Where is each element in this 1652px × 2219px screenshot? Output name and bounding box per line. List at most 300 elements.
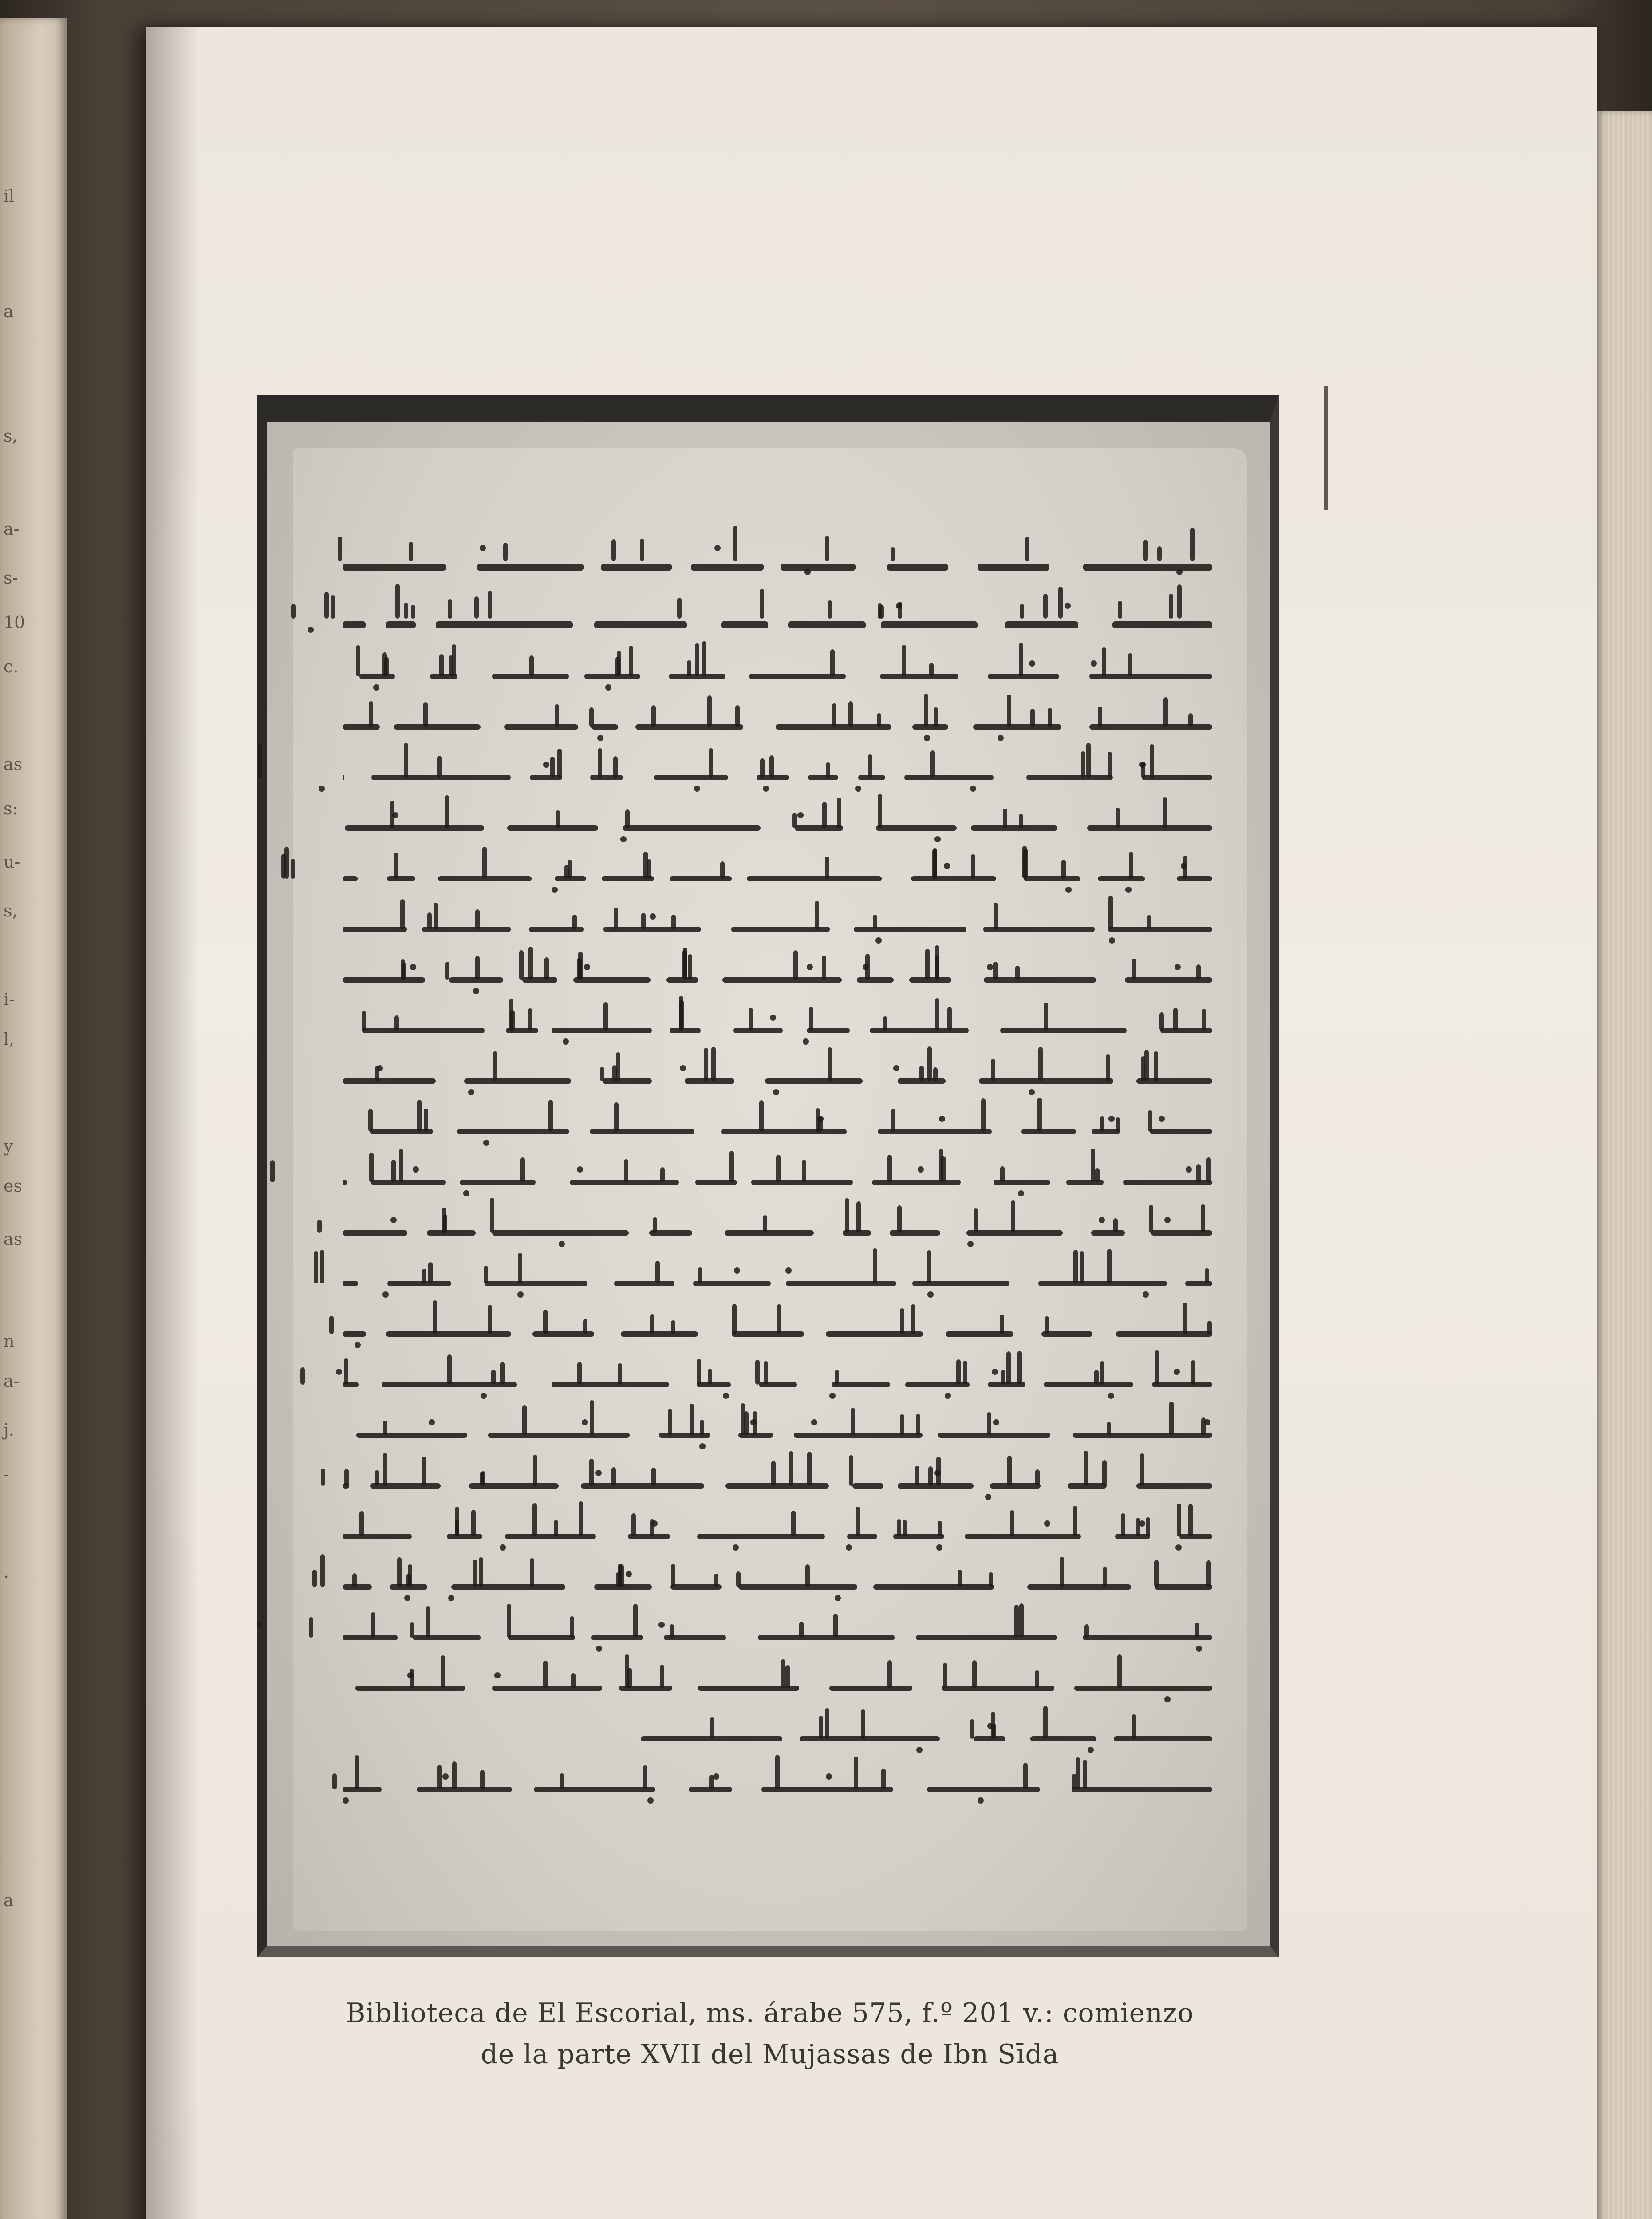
script-riser xyxy=(1100,1361,1104,1385)
script-riser xyxy=(404,603,408,619)
script-riser xyxy=(735,705,740,727)
caption-line-1: Biblioteca de El Escorial, ms. árabe 575, f.º 201 v.: comienzo xyxy=(346,1998,1194,2029)
script-stroke xyxy=(983,927,1095,932)
script-riser xyxy=(449,655,453,676)
script-riser xyxy=(655,1261,660,1283)
script-stroke xyxy=(1005,621,1078,628)
script-riser xyxy=(356,645,360,676)
script-riser xyxy=(614,1102,619,1132)
script-riser xyxy=(309,1617,313,1638)
script-stroke xyxy=(507,825,598,831)
script-riser xyxy=(1107,1422,1111,1435)
script-riser xyxy=(781,1659,785,1688)
script-stroke xyxy=(965,1534,1081,1539)
script-riser xyxy=(616,1052,620,1081)
script-riser xyxy=(849,1455,853,1486)
script-riser xyxy=(1129,852,1133,879)
script-riser xyxy=(437,1765,442,1789)
script-stroke xyxy=(654,775,728,780)
script-riser xyxy=(873,1248,877,1283)
script-riser xyxy=(1157,546,1162,561)
script-dot xyxy=(733,1544,739,1551)
script-stroke xyxy=(436,621,573,628)
script-riser xyxy=(448,599,452,619)
script-dot xyxy=(817,1116,824,1122)
script-stroke xyxy=(417,1787,512,1792)
script-dot xyxy=(763,786,769,792)
script-riser xyxy=(611,539,616,561)
script-riser xyxy=(560,1773,564,1789)
script-dot xyxy=(993,1419,999,1425)
script-riser xyxy=(1019,1603,1024,1638)
script-riser xyxy=(822,956,826,980)
manuscript-line xyxy=(324,1213,1212,1250)
script-riser xyxy=(383,1421,387,1435)
script-dot xyxy=(257,1622,262,1628)
script-riser xyxy=(423,702,428,727)
script-stroke xyxy=(971,825,1057,831)
script-riser xyxy=(445,795,449,828)
script-dot xyxy=(651,1520,658,1527)
script-riser xyxy=(679,996,683,1031)
script-stroke xyxy=(386,621,416,628)
script-dot xyxy=(595,1470,602,1476)
script-riser xyxy=(714,1574,718,1587)
script-riser xyxy=(925,949,930,980)
script-dot xyxy=(390,1217,397,1223)
script-riser xyxy=(627,1668,632,1688)
script-stroke xyxy=(343,1331,366,1337)
script-riser xyxy=(671,1320,675,1334)
script-riser xyxy=(324,592,329,619)
script-riser xyxy=(1195,1623,1199,1638)
script-dot xyxy=(829,1393,836,1399)
script-stroke xyxy=(1073,1433,1212,1438)
script-dot xyxy=(1175,964,1181,970)
script-riser xyxy=(1190,528,1195,561)
script-riser xyxy=(1117,1654,1122,1688)
script-riser xyxy=(529,655,534,676)
script-riser xyxy=(832,703,836,727)
script-stroke xyxy=(881,621,978,628)
script-dot xyxy=(1139,762,1146,768)
script-riser xyxy=(749,1008,753,1031)
script-riser xyxy=(935,955,939,980)
script-stroke xyxy=(504,724,578,730)
script-stroke xyxy=(603,927,701,932)
script-riser xyxy=(760,758,765,778)
script-riser xyxy=(974,1208,978,1233)
script-riser xyxy=(956,1359,961,1385)
previous-page-fragment: s- xyxy=(4,568,18,588)
script-stroke xyxy=(912,724,948,730)
script-riser xyxy=(799,1622,804,1638)
script-dot xyxy=(563,1038,569,1045)
script-riser xyxy=(1025,537,1029,561)
script-riser xyxy=(631,1513,636,1536)
script-riser xyxy=(422,1269,426,1283)
script-dot xyxy=(392,812,398,818)
previous-page-fragment: j. xyxy=(4,1420,14,1440)
script-stroke xyxy=(1089,674,1212,679)
script-stroke xyxy=(1150,1129,1212,1134)
script-stroke xyxy=(552,1028,652,1033)
script-stroke xyxy=(1041,1331,1092,1337)
script-riser xyxy=(1000,1315,1004,1334)
manuscript-line xyxy=(324,1163,1212,1199)
script-riser xyxy=(1163,797,1167,828)
script-riser xyxy=(613,756,618,778)
script-riser xyxy=(643,1765,647,1789)
script-riser xyxy=(1020,604,1024,619)
script-dot xyxy=(605,684,611,691)
script-dot xyxy=(552,887,558,893)
script-riser xyxy=(935,998,939,1031)
script-riser xyxy=(1146,1517,1150,1536)
script-riser xyxy=(1044,1003,1048,1031)
script-dot xyxy=(699,1443,706,1449)
script-riser xyxy=(711,1047,716,1081)
script-stroke xyxy=(387,1281,451,1286)
script-riser xyxy=(1073,1250,1078,1283)
script-riser xyxy=(589,1459,594,1486)
script-riser xyxy=(1155,1350,1159,1385)
book-page-stack xyxy=(1594,111,1652,2219)
script-stroke xyxy=(984,977,1096,983)
previous-page-fragment: c. xyxy=(4,657,19,676)
script-stroke xyxy=(343,1230,407,1236)
script-stroke xyxy=(786,1281,896,1286)
script-stroke xyxy=(464,1078,571,1084)
script-riser xyxy=(1150,744,1154,778)
script-riser xyxy=(611,1467,616,1486)
script-riser xyxy=(771,1461,776,1486)
script-riser xyxy=(933,1067,938,1081)
script-dot xyxy=(863,964,869,970)
script-riser xyxy=(825,536,829,561)
script-dot xyxy=(577,1166,583,1173)
script-dot xyxy=(970,786,976,792)
script-riser xyxy=(981,1098,986,1132)
script-dot xyxy=(734,1267,740,1274)
script-dot xyxy=(1099,1217,1105,1223)
script-riser xyxy=(427,912,432,929)
script-stroke xyxy=(343,1180,347,1185)
script-riser xyxy=(368,1109,373,1132)
script-stroke xyxy=(413,1635,481,1640)
script-riser xyxy=(1017,1351,1022,1385)
script-stroke xyxy=(492,1230,629,1236)
script-riser xyxy=(1030,709,1035,727)
script-riser xyxy=(1201,1204,1205,1233)
script-riser xyxy=(1073,1506,1077,1536)
script-riser xyxy=(629,646,633,676)
script-dot xyxy=(1164,1217,1171,1223)
script-riser xyxy=(776,1155,781,1182)
script-riser xyxy=(671,1564,675,1587)
script-riser xyxy=(270,1160,275,1182)
script-riser xyxy=(897,1519,901,1536)
script-riser xyxy=(614,908,618,929)
script-riser xyxy=(1206,1157,1211,1182)
script-stroke xyxy=(1115,1534,1150,1539)
script-riser xyxy=(887,1660,892,1688)
previous-page-fragment: n xyxy=(4,1331,15,1351)
script-riser xyxy=(442,1208,446,1233)
script-riser xyxy=(670,1624,674,1638)
script-dot xyxy=(413,1166,419,1173)
script-riser xyxy=(473,1560,477,1587)
script-riser xyxy=(704,1048,708,1081)
script-riser xyxy=(815,901,819,929)
script-stroke xyxy=(356,1433,467,1438)
script-riser xyxy=(1159,1012,1164,1031)
script-riser xyxy=(1007,1456,1012,1486)
previous-page-fragment: - xyxy=(4,1465,9,1484)
script-riser xyxy=(1045,1316,1049,1334)
script-riser xyxy=(1035,1670,1039,1688)
script-stroke xyxy=(1072,1787,1212,1792)
script-stroke xyxy=(590,1129,694,1134)
script-riser xyxy=(570,1616,574,1638)
script-stroke xyxy=(447,1534,482,1539)
script-dot xyxy=(945,1393,951,1399)
script-riser xyxy=(1188,1504,1193,1536)
script-riser xyxy=(258,744,262,778)
script-riser xyxy=(1038,1047,1043,1081)
script-stroke xyxy=(795,825,843,831)
script-stroke xyxy=(451,1584,565,1590)
script-dot xyxy=(978,1797,984,1804)
script-riser xyxy=(1061,860,1066,879)
script-stroke xyxy=(591,724,618,730)
script-riser xyxy=(447,1354,452,1385)
script-riser xyxy=(471,1510,476,1536)
script-stroke xyxy=(1091,1230,1125,1236)
script-dot xyxy=(468,1089,474,1095)
script-stroke xyxy=(880,674,958,679)
script-riser xyxy=(736,1571,741,1587)
script-dot xyxy=(1186,1166,1192,1173)
script-dot xyxy=(939,1116,945,1122)
script-riser xyxy=(837,798,841,828)
script-dot xyxy=(934,836,941,842)
script-riser xyxy=(1098,707,1102,727)
previous-page-fragment: il xyxy=(4,186,15,206)
script-dot xyxy=(1125,887,1132,893)
script-riser xyxy=(583,1319,587,1334)
script-stroke xyxy=(427,1230,476,1236)
script-riser xyxy=(1173,1008,1178,1031)
script-dot xyxy=(826,1773,832,1780)
script-riser xyxy=(1043,594,1048,619)
script-riser xyxy=(688,954,692,980)
caption-line-2: de la parte XVII del Mujassas de Ibn Sīda xyxy=(481,2039,1059,2070)
script-dot xyxy=(985,1494,991,1500)
script-stroke xyxy=(522,977,557,983)
script-dot xyxy=(811,1419,817,1425)
script-dot xyxy=(967,1241,974,1247)
script-stroke xyxy=(765,1078,863,1084)
script-riser xyxy=(763,1215,767,1233)
script-riser xyxy=(1121,1513,1125,1536)
script-riser xyxy=(900,1308,904,1334)
script-riser xyxy=(1196,1164,1201,1182)
script-riser xyxy=(355,1755,359,1789)
script-riser xyxy=(929,663,934,676)
script-dot xyxy=(896,603,902,609)
script-stroke xyxy=(873,1584,994,1590)
script-stroke xyxy=(573,977,651,983)
script-riser xyxy=(1106,1054,1110,1081)
script-riser xyxy=(1202,1009,1206,1031)
script-dot xyxy=(442,1773,449,1780)
manuscript-line xyxy=(324,1315,1212,1351)
script-riser xyxy=(544,957,549,980)
script-dot xyxy=(596,1646,602,1652)
script-riser xyxy=(687,660,691,676)
script-riser xyxy=(400,899,405,929)
script-riser xyxy=(556,810,560,828)
script-riser xyxy=(927,1046,932,1081)
script-riser xyxy=(807,1452,812,1486)
script-riser xyxy=(690,1404,694,1435)
script-stroke xyxy=(343,1078,436,1084)
script-stroke xyxy=(979,1078,1113,1084)
script-riser xyxy=(369,1153,374,1182)
script-stroke xyxy=(876,825,957,831)
script-stroke xyxy=(1083,1635,1212,1640)
script-dot xyxy=(336,1369,342,1375)
script-riser xyxy=(455,1520,459,1536)
script-riser xyxy=(805,1564,810,1587)
script-stroke xyxy=(508,1635,575,1640)
script-riser xyxy=(1003,809,1007,828)
script-dot xyxy=(308,627,314,633)
script-stroke xyxy=(988,674,1059,679)
script-riser xyxy=(590,1400,594,1435)
script-riser xyxy=(755,1360,760,1385)
script-riser xyxy=(958,1570,962,1587)
script-riser xyxy=(845,1198,849,1233)
script-riser xyxy=(760,589,764,619)
script-stroke xyxy=(1083,564,1212,571)
script-dot xyxy=(918,1166,924,1173)
script-dot xyxy=(647,1797,654,1804)
script-dot xyxy=(987,964,993,970)
script-dot xyxy=(804,569,811,575)
script-riser xyxy=(873,915,877,929)
script-stroke xyxy=(1044,1382,1133,1387)
script-stroke xyxy=(857,977,894,983)
script-stroke xyxy=(343,621,366,628)
arabic-manuscript-script xyxy=(324,541,1212,1820)
script-riser xyxy=(493,1051,497,1081)
script-riser xyxy=(616,1572,620,1587)
script-riser xyxy=(677,598,682,619)
script-riser xyxy=(401,959,405,980)
script-riser xyxy=(564,865,569,879)
script-riser xyxy=(828,1047,832,1081)
script-riser xyxy=(856,1507,860,1536)
script-stroke xyxy=(725,1483,829,1489)
script-riser xyxy=(989,1572,993,1587)
script-dot xyxy=(429,1419,435,1425)
script-stroke xyxy=(697,1534,825,1539)
manuscript-line xyxy=(324,1517,1212,1553)
script-stroke xyxy=(1030,1736,1096,1741)
script-riser xyxy=(1113,1218,1118,1233)
script-riser xyxy=(943,1663,947,1688)
script-riser xyxy=(579,1501,583,1536)
script-riser xyxy=(828,600,832,619)
script-stroke xyxy=(343,1787,382,1792)
script-riser xyxy=(375,1470,379,1486)
script-riser xyxy=(1169,594,1173,619)
script-riser xyxy=(528,1008,532,1031)
script-riser xyxy=(660,1665,664,1688)
script-riser xyxy=(993,962,998,980)
script-riser xyxy=(733,526,737,561)
script-stroke xyxy=(343,724,380,730)
script-dot xyxy=(934,1470,941,1476)
previous-page-fragment: a- xyxy=(4,1371,20,1391)
script-stroke xyxy=(974,1736,1005,1741)
script-riser xyxy=(484,1266,488,1283)
script-riser xyxy=(528,947,533,980)
script-stroke xyxy=(909,977,951,983)
manuscript-photo-plate xyxy=(257,395,1279,1957)
script-riser xyxy=(887,1155,892,1182)
previous-page-fragment: 10 xyxy=(4,612,25,632)
script-stroke xyxy=(758,1635,895,1640)
script-riser xyxy=(777,1304,781,1334)
script-riser xyxy=(577,1362,582,1385)
script-dot xyxy=(343,1797,349,1804)
script-stroke xyxy=(485,1281,587,1286)
script-riser xyxy=(1023,849,1028,879)
script-dot xyxy=(893,1065,899,1071)
script-riser xyxy=(404,743,408,778)
script-riser xyxy=(344,1358,348,1385)
script-stroke xyxy=(359,674,395,679)
script-dot xyxy=(785,1267,792,1274)
script-riser xyxy=(1128,653,1132,676)
script-stroke xyxy=(362,1028,485,1033)
script-riser xyxy=(802,1160,806,1182)
script-riser xyxy=(994,903,998,929)
script-stroke xyxy=(581,1483,704,1489)
script-stroke xyxy=(343,775,344,780)
script-dot xyxy=(714,545,721,551)
script-stroke xyxy=(872,1180,961,1185)
script-riser xyxy=(1188,713,1193,727)
script-stroke xyxy=(978,564,1049,571)
script-dot xyxy=(835,1595,841,1601)
script-riser xyxy=(1006,1351,1011,1385)
script-dot xyxy=(998,735,1004,741)
script-stroke xyxy=(898,1483,974,1489)
script-dot xyxy=(713,1773,719,1780)
script-dot xyxy=(773,1089,779,1095)
script-dot xyxy=(448,1595,454,1601)
script-riser xyxy=(698,1267,702,1283)
script-stroke xyxy=(614,1281,674,1286)
script-riser xyxy=(395,584,400,619)
script-stroke xyxy=(847,1534,877,1539)
manuscript-line xyxy=(324,1264,1212,1300)
script-riser xyxy=(877,713,881,727)
